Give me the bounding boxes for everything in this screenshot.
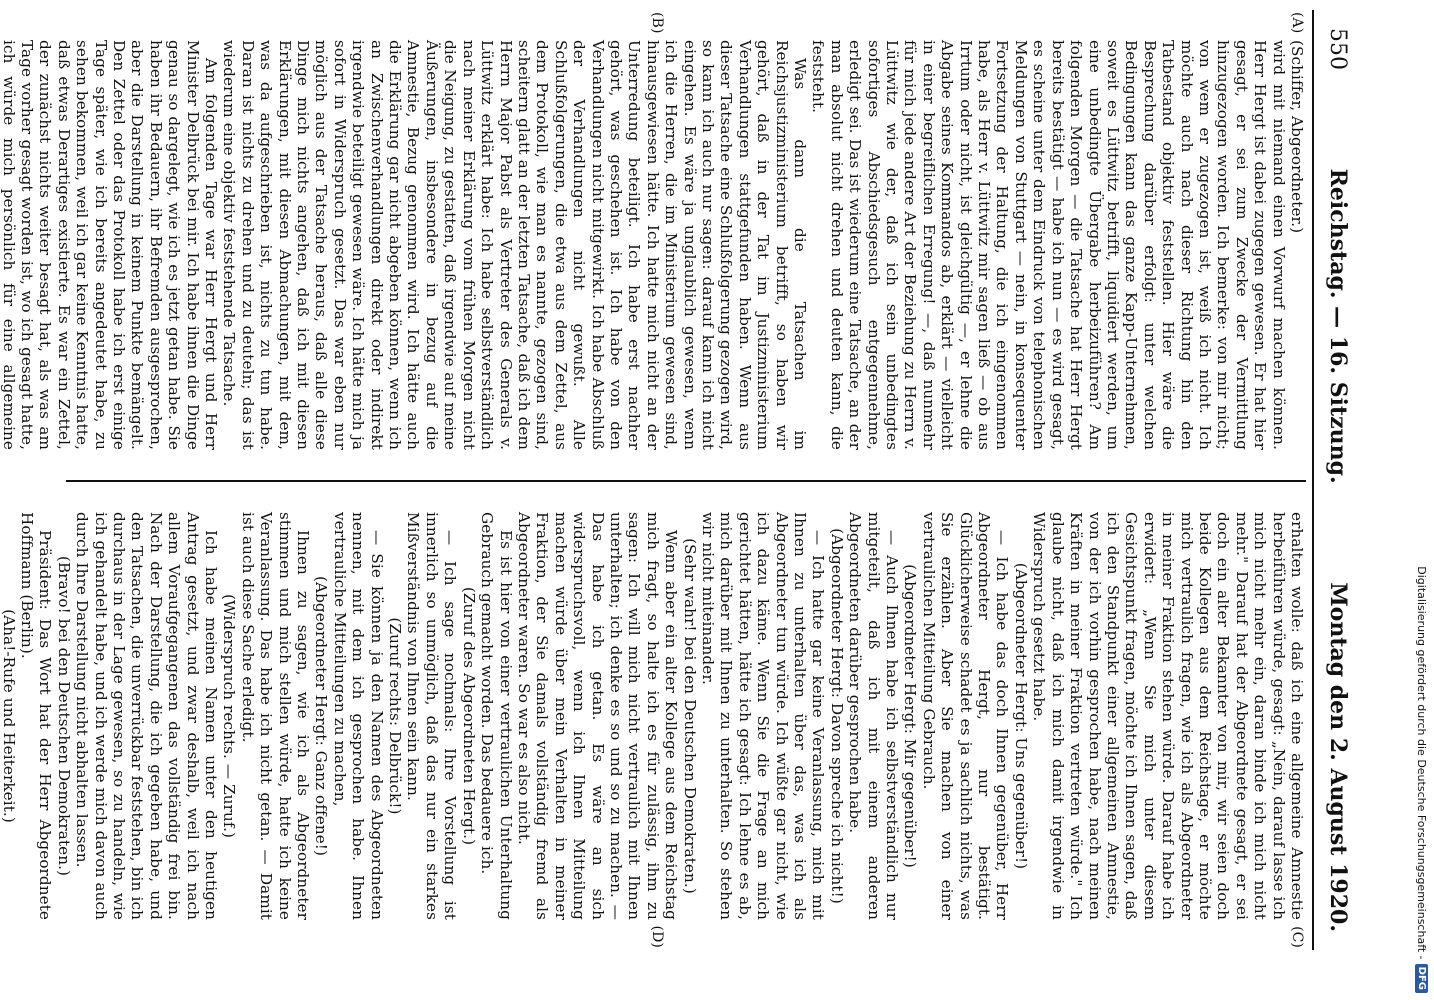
paragraph: Ihnen zu sagen, wie ich als Abgeordneter stimmen und mich stellen würde, hatte ich keine Veranlassung. Das habe ich nicht getan. — Damit ist auch diese Sache erledigt. bbox=[238, 512, 313, 920]
digitization-note bbox=[1412, 8, 1430, 993]
interjection: (Zuruf des Abgeordneten Hergt.) bbox=[459, 586, 478, 846]
session-title: Reichstag. — 16. Sitzung. bbox=[1325, 168, 1351, 484]
interjection: (Bravo! bei den Deutschen Demokraten.) bbox=[54, 555, 73, 877]
margin-marker-a: (A) bbox=[1289, 12, 1305, 34]
paragraph: Wenn aber ein alter Kollege aus dem Reichstag mich fragt, so halte ich es für zulässig, ihm zu sagen: Ich will mich nicht vertraulich mit Ihnen unterhalten; ich denke es so und so zu machen. — Das habe ich getan. Es wäre an sich widerspruchsvoll, wenn ich Ihnen Mitteilung machen würde über mein Verhalten in meiner Fraktion, der Sie damals vollständig fremd als Abgeordneter waren. So war es also nicht. bbox=[514, 512, 681, 920]
interjection: (Abgeordneter Hergt: Davon spreche ich nicht!) bbox=[827, 528, 846, 904]
paragraph: erhalten wolle: daß ich eine allgemeine Amnestie herbeiführen würde, gesagt: „Nein, darauf lasse ich mich nicht mehr ein, daran binde ich mich nicht mehr." Darauf hat der Abgeordnete gesagt, er sei doch ein alter Bekannter von mir, wir seien doch beide Kollegen aus dem Reichstage, er möchte mich vertraulich fragen, wie ich als Abgeordneter in meiner Fraktion stehen würde. Darauf habe ich erwidert: „Wenn Sie mich unter diesem Gesichtspunkt fragen, möchte ich Ihnen sagen, daß ich den Standpunkt einer allgemeinen Amnestie, von der ich vorhin gesprochen habe, nach meinen Kräften in meiner Fraktion vertreten würde." Ich glaube nicht, daß ich mich damit irgendwie in Widerspruch gesetzt habe. bbox=[1030, 512, 1306, 920]
page-number: 550 bbox=[1325, 28, 1351, 70]
left-column bbox=[0, 10, 1306, 480]
interjection: (Sehr wahr! bei den Deutschen Demokraten.) bbox=[680, 538, 699, 894]
paragraph: — Ich habe das doch Ihnen gegenüber, Herr Abgeordneter Hergt, nur bestätigt. Glücklicherweise schadet es ja sachlich nichts, was Sie erzählen. Aber Sie machen von einer vertraulichen Mitteilung Gebrauch. bbox=[919, 512, 1012, 920]
interjection: (Abgeordneter Hergt: Uns gegenüber!) bbox=[1011, 562, 1030, 870]
speaker-label: (Schiffer, Abgeordneter.) bbox=[1288, 40, 1306, 234]
interjection: (Aha!-Rufe und Heiterkeit.) bbox=[0, 609, 18, 823]
paragraph: Präsident: Das Wort hat der Herr Abgeordnete Hoffmann (Berlin). bbox=[17, 512, 55, 920]
page-header bbox=[1312, 10, 1362, 950]
interjection: (Abgeordneter Hergt: Mir gegenüber!) bbox=[901, 564, 920, 868]
dfg-logo: DFG bbox=[1415, 964, 1428, 993]
session-date: Montag den 2. August 1920. bbox=[1325, 582, 1351, 932]
interjection: (Zuruf rechts: Delbrück!) bbox=[386, 617, 405, 815]
paragraph: wird mit niemand einen Vorwurf machen können. Herr Hergt ist dabei zugegen gewesen. Er hat hier gesagt, er sei zum Zwecke der Vermittlung hinzugezogen worden. Ich bemerke: von mir nicht; von wem er zugezogen ist, weiß ich nicht. Ich möchte auch nach dieser Richtung hin den Tatbestand objektiv feststellen. Hier wäre die Besprechung darüber erfolgt: unter welchen Bedingungen kann das ganze Kapp-Unternehmen, soweit es Lüttwitz betrifft, liquidiert werden, um eine unbedingte Übergabe herbeizuführen? Am folgenden Morgen — die Tatsache hat Herr Hergt bereits bestätigt — habe ich nun — es wird gesagt, es scheine unter dem Eindruck von telephonischen Meldungen von Stuttgart — nein, in konsequenter Fortsetzung der Haltung, die ich eingenommen habe, als Herr v. Lüttwitz mir sagen ließ — ob aus Irrtum oder nicht, ist gleichgültig —, er lehne die Abgabe seines Kommandos ab, erklärt — vielleicht in einer begreiflichen Erregung! —, daß nunmehr für mich jede andere Art der Beziehung zu Herrn v. Lüttwitz wie der, daß ich sein unbedingtes sofortiges Abschiedsgesuch entgegennehme, erledigt sei. Das ist wiederum eine Tatsache, an der man absolut nicht drehen und deuten kann, die feststeht. bbox=[809, 40, 1288, 450]
interjection: (Widerspruch rechts. — Zuruf.) bbox=[220, 593, 239, 839]
margin-marker-b: (B) bbox=[649, 12, 665, 34]
digitization-text: Digitalisierung gefördert durch die Deutsche Forschungsgemeinschaft - bbox=[1415, 566, 1428, 960]
paragraph: — Auch Ihnen habe ich selbstverständlich nur mitgeteilt, daß ich mit einem anderen Abgeordneten darüber gesprochen habe. bbox=[846, 512, 902, 920]
paragraph: Am folgenden Tage war Herr Hergt und Herr Minister Delbrück bei mir. Ich habe ihnen die Dinge genau so dargelegt, wie ich es jetzt getan habe. Sie haben ihr Bedauern, ihr Befremden ausgesprochen, aber die Darstellung in keinem Punkte bemängelt. Den Zettel oder das Protokoll habe ich erst einige Tage später, wie ich bereits angedeutet habe, zu sehen bekommen, weil ich gar keine Kenntnis hatte, daß etwas Derartiges existierte. Es war ein Zettel, der zunächst nichts weiter besagt hat, als was am Tage vorher gesagt worden ist, wo ich gesagt hatte, ich würde mich persönlich für eine allgemeine bbox=[0, 40, 221, 450]
paragraph: — Ich sage nochmals: Ihre Vorstellung ist innerlich so unmöglich, daß das nur ein starkes Mißverständnis von Ihnen sein kann. bbox=[404, 512, 460, 920]
paragraph: — Ich hatte gar keine Veranlassung, mich mit Ihnen zu unterhalten über das, was ich als Abgeordneter tun würde. Ich wüßte gar nicht, wie ich dazu käme. Wenn Sie die Frage an mich gerichtet hätten, hätte ich gesagt: Ich lehne es ab, mich darüber mit Ihnen zu unterhalten. So stehen wir nicht miteinander. bbox=[699, 512, 828, 920]
paragraph: Es ist hier von einer vertraulichen Unterhaltung Gebrauch gemacht worden. Das bedauere ich. bbox=[478, 512, 515, 920]
paragraph: — Sie können ja den Namen des Abgeordneten nennen, mit dem ich gesprochen habe. Ihnen vertrauliche Mitteilungen zu machen, bbox=[330, 512, 386, 920]
rotated-page bbox=[0, 10, 1362, 950]
text-columns bbox=[0, 10, 1306, 950]
interjection: (Abgeordneter Hergt: Ganz offene!) bbox=[312, 575, 331, 857]
paragraph: Was dann die Tatsachen im Reichsjustizministerium betrifft, so haben wir gehört, daß in der Tat im Justizministerium Verhandlungen stattgefunden haben. Wenn aus dieser Tatsache eine Schlußfolgerung gezogen wird, so kann ich auch nur sagen: darauf kann ich nicht eingehen. Es wäre ja unglaublich gewesen, wenn ich die Herren, die im Ministerium gewesen sind, hinausgewiesen hätte. Ich hatte mich nicht an der Unterredung beteiligt. Ich habe erst nachher gehört, was geschehen ist. Ich habe von den Verhandlungen nicht mitgewirkt. Ich habe Abschluß der Verhandlungen nicht gewußt. Alle Schlußfolgerungen, die etwa aus dem Zettel, aus dem Protokoll, wie man es nannte, gezogen sind, scheitern glatt an der letzten Tatsache, daß ich dem Herrn Major Pabst als Vertreter des Generals v. Lüttwitz erklärt habe: Ich habe selbstverständlich nach meiner Erklärung vom frühen Morgen nicht die Neigung, zu gestatten, daß irgendwie auf meine Äußerungen, insbesondere in bezug auf die Amnestie, Bezug genommen wird. Ich hätte auch die Erklärung gar nicht abgeben können, wenn ich an Zwischenverhandlungen direkt oder indirekt irgendwie beteiligt gewesen wäre. Ich hätte mich ja sofort in Widerspruch gesetzt. Das war eben nur möglich aus der Tatsache heraus, daß alle diese Dinge mich nichts angehen, daß ich mit diesen Erklärungen, mit diesen Abmachungen, mit dem, was da aufgeschrieben ist, nichts zu tun habe. Daran ist nichts zu drehen und zu deuteln; das ist wiederum eine objektiv feststehende Tatsache. bbox=[220, 40, 810, 450]
margin-marker-c: (C) bbox=[1289, 926, 1305, 948]
right-column bbox=[0, 480, 1306, 950]
margin-marker-d: (D) bbox=[649, 925, 665, 948]
paragraph: Ich habe meinen Namen unter den heutigen Antrag gesetzt, und zwar deshalb, weil ich nach allem Voraufgegangenen das vollständig frei bin. Nach der Darstellung, die ich gegeben habe, und den Tatsachen, die unverrückbar feststehen, bin ich durchaus in der Lage gewesen, so zu handeln, wie ich gehandelt habe, und ich werde mich davon auch durch Ihre Darstellung nicht abhalten lassen. bbox=[73, 512, 221, 920]
